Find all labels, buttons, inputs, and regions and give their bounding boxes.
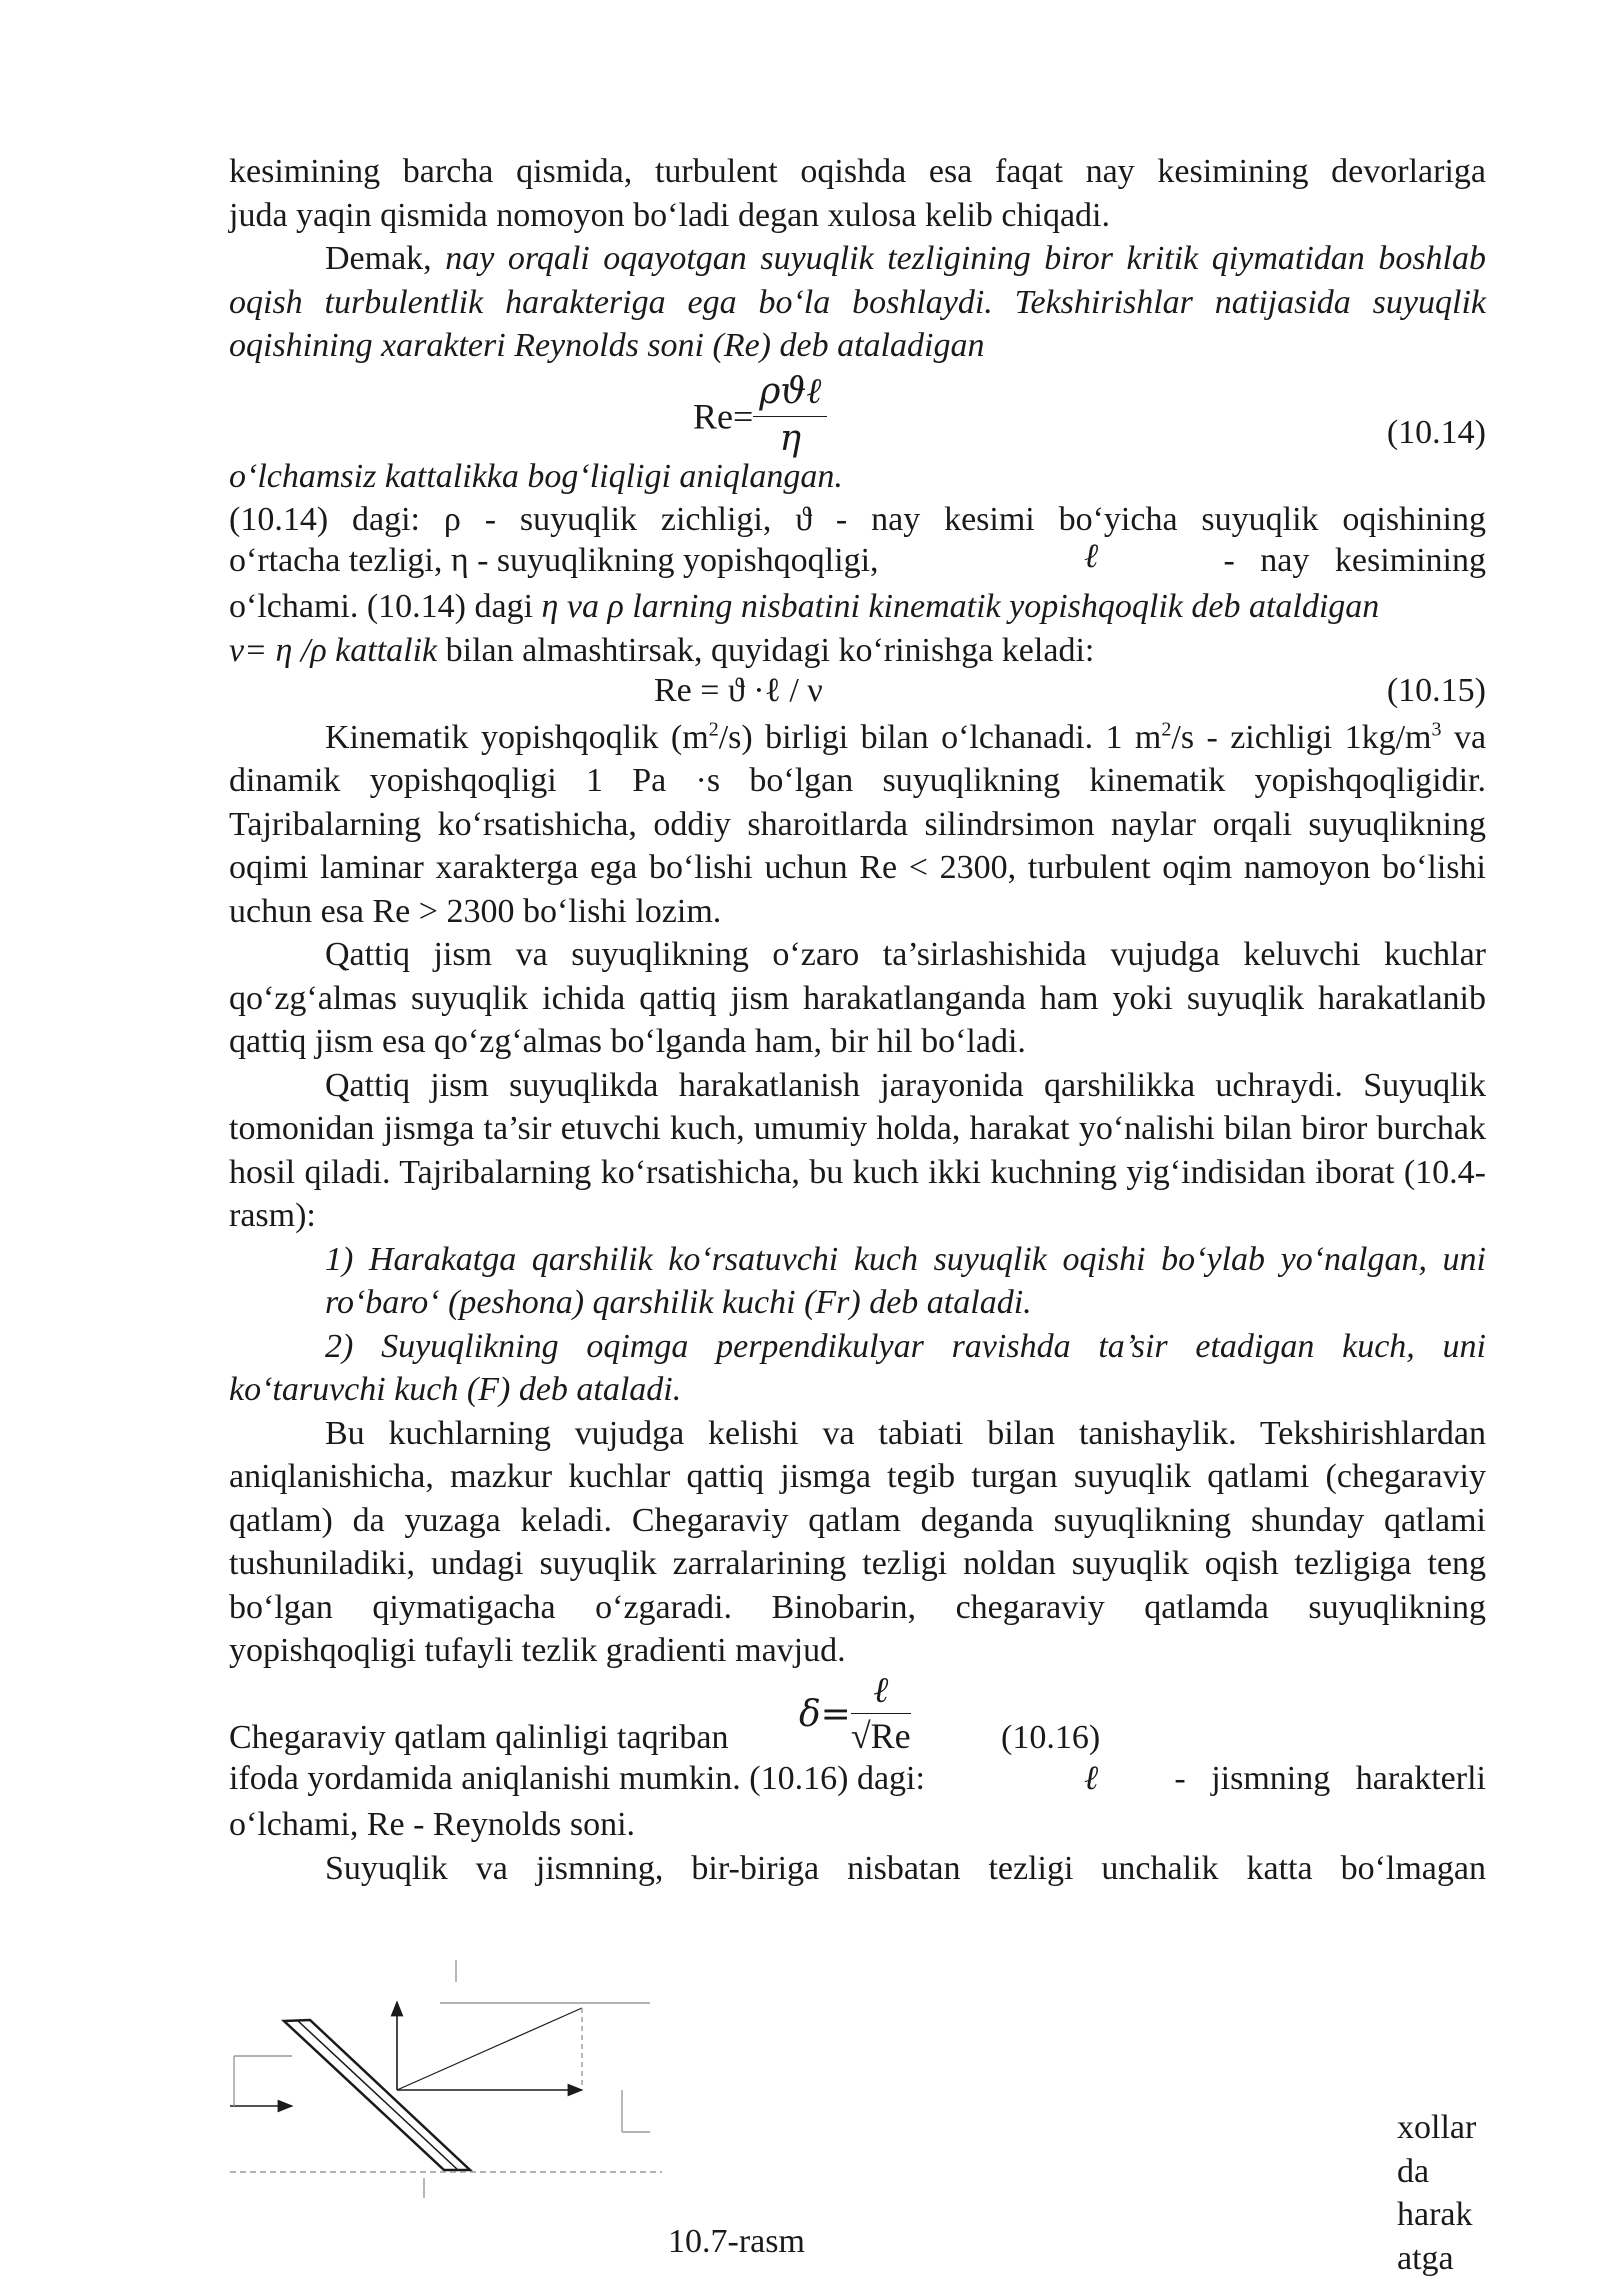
para4-line2b: - nay kesimining [1223, 542, 1486, 580]
para2-lead: Demak, [325, 240, 445, 277]
para4-ell: ℓ [1084, 536, 1098, 576]
plate-center-line [297, 2020, 458, 2170]
formula3-number: (10.16) [1001, 1716, 1100, 1760]
para4-line2a: o‘rtacha tezligi, η - suyuqlikning yopishqoqligi, [229, 542, 879, 580]
para9-ell: ℓ [1084, 1758, 1098, 1798]
side-word: da [1397, 2150, 1476, 2194]
formula1-denominator: η [753, 417, 827, 461]
formula-10-16 [229, 1673, 1486, 1760]
para3: o‘lchamsiz kattalikka bog‘liqligi aniqlangan. [229, 455, 1486, 499]
para5-b: /s) birligi bilan o‘lchanadi. 1 m [719, 719, 1162, 756]
formula3-lead: Chegaraviy qatlam qalinligi taqriban [229, 1716, 728, 1760]
para4-line1: (10.14) dagi: ρ - suyuqlik zichligi, ϑ - nay kesimi bo‘yicha suyuqlik oqishining [229, 498, 1486, 542]
para5 [229, 716, 1486, 934]
side-column [1397, 2106, 1476, 2280]
formula3-fraction [851, 1671, 911, 1758]
para7: Qattiq jism suyuqlikda harakatlanish jarayonida qarshilikka uchraydi. Suyuqlik tomonidan jismga ta’sir etuvchi kuch, umumiy holda, harakat yo‘nalishi bilan biror burchak hosil qiladi. Tajribalarning ko‘rsatishicha, bu kuch ikki kuchning yig‘indisidan iborat (10.4-rasm): [229, 1064, 1486, 1238]
para1-line2: juda yaqin qismida nomoyon bo‘ladi degan xulosa kelib chiqadi. [229, 194, 1486, 238]
item1: 1) Harakatga qarshilik ko‘rsatuvchi kuch suyuqlik oqishi bo‘ylab yo‘nalgan, uni ro‘baro‘ (peshona) qarshilik kuchi (Fr) deb ataladi. [229, 1238, 1486, 1325]
para9-line1a: ifoda yordamida aniqlanishi mumkin. (10.16) dagi: [229, 1760, 925, 1798]
formula-10-15 [229, 672, 1486, 716]
side-word: atga [1397, 2237, 1476, 2280]
para4-line4b: bilan almashtirsak, quyidagi ko‘rinishga keladi: [437, 632, 1094, 669]
para10: Suyuqlik va jismning, bir-biriga nisbatan tezligi unchalik katta bo‘lmagan [229, 1847, 1486, 1891]
para5-d: va dinamik yopishqoqligi 1 Pa ·s bo‘lgan suyuqlikning kinematik yopishqoqligidir. Tajribalarning ko‘rsatishicha, oddiy sharoitlarda silindrsimon naylar orqali suyuqlikning oqimi laminar xarakterga ega bo‘lishi uchun Re < 2300, turbulent oqim namoyon bo‘lishi uchun esa Re > 2300 bo‘lishi lozim. [229, 719, 1486, 930]
page-body [229, 150, 1486, 1890]
para5-c: /s - zichligi 1kg/m [1171, 719, 1431, 756]
para2 [229, 237, 1486, 368]
formula2-text: Re = ϑ ·ℓ / ν [654, 672, 823, 710]
formula3-numerator: ℓ [851, 1671, 911, 1714]
formula1-numerator: ρϑℓ [753, 372, 827, 417]
formula1-lhs: Re= [693, 396, 753, 436]
para5-sup2: 2 [1161, 718, 1171, 740]
resultant-force-line [397, 2008, 582, 2090]
para9-line2: o‘lchami, Re - Reynolds soni. [229, 1803, 1486, 1847]
formula-10-14 [229, 368, 1486, 455]
side-word: xollar [1397, 2106, 1476, 2150]
para5-sup3: 3 [1432, 718, 1442, 740]
para4-line2 [229, 542, 1486, 586]
formula3-lhs: δ= [799, 1694, 851, 1735]
para4-line3 [229, 585, 1486, 629]
figure-10-7 [220, 1960, 670, 2200]
formula1-number: (10.14) [1387, 411, 1486, 455]
para2-italic: nay orqali oqayotgan suyuqlik tezligining biror kritik qiymatidan boshlab oqish turbulentlik harakteriga ega bo‘la boshlaydi. Tekshirishlar natijasida suyuqlik oqishining xarakteri Reynolds soni (Re) deb ataladigan [229, 240, 1486, 364]
para9-line1b: - jismning harakterli [1174, 1760, 1486, 1798]
item2: 2) Suyuqlikning oqimga perpendikulyar ravishda ta’sir etadigan kuch, uni ko‘taruvchi kuch (F) deb ataladi. [229, 1325, 1486, 1412]
formula3-denominator: √Re [851, 1714, 911, 1758]
para4-line4 [229, 629, 1486, 673]
para4-line4a: ν= η /ρ kattalik [229, 632, 437, 669]
para6: Qattiq jism va suyuqlikning o‘zaro ta’sirlashishida vujudga keluvchi kuchlar qo‘zg‘almas suyuqlik ichida qattiq jism harakatlanganda ham yoki suyuqlik harakatlanib qattiq jism esa qo‘zg‘almas bo‘lganda ham, bir hil bo‘ladi. [229, 933, 1486, 1064]
side-word: harak [1397, 2193, 1476, 2237]
para4-line3b: η va ρ larning nisbatini kinematik yopishqoqlik deb ataldigan [542, 588, 1380, 625]
formula1-fraction [753, 372, 827, 461]
para5-sup1: 2 [709, 718, 719, 740]
formula2-number: (10.15) [1387, 672, 1486, 710]
para4-line3a: o‘lchami. (10.14) dagi [229, 588, 542, 625]
para8: Bu kuchlarning vujudga kelishi va tabiati bilan tanishaylik. Tekshirishlardan aniqlanishicha, mazkur kuchlar qattiq jismga tegib turgan suyuqlik qatlami (chegaraviy qatlam) da yuzaga keladi. Chegaraviy qatlam deganda suyuqlikning shunday qatlami tushuniladiki, undagi suyuqlik zarralarining tezligi noldan suyuqlik oqish tezligiga teng bo‘lgan qiymatigacha o‘zgaradi. Binobarin, chegaraviy qatlamda suyuqlikning yopishqoqligi tufayli tezlik gradienti mavjud. [229, 1412, 1486, 1673]
para9-line1 [229, 1760, 1486, 1804]
para5-a: Kinematik yopishqoqlik (m [325, 719, 709, 756]
figure-caption: 10.7-rasm [668, 2220, 805, 2264]
para1-line1: kesimining barcha qismida, turbulent oqishda esa faqat nay kesimining devorlariga [229, 150, 1486, 194]
